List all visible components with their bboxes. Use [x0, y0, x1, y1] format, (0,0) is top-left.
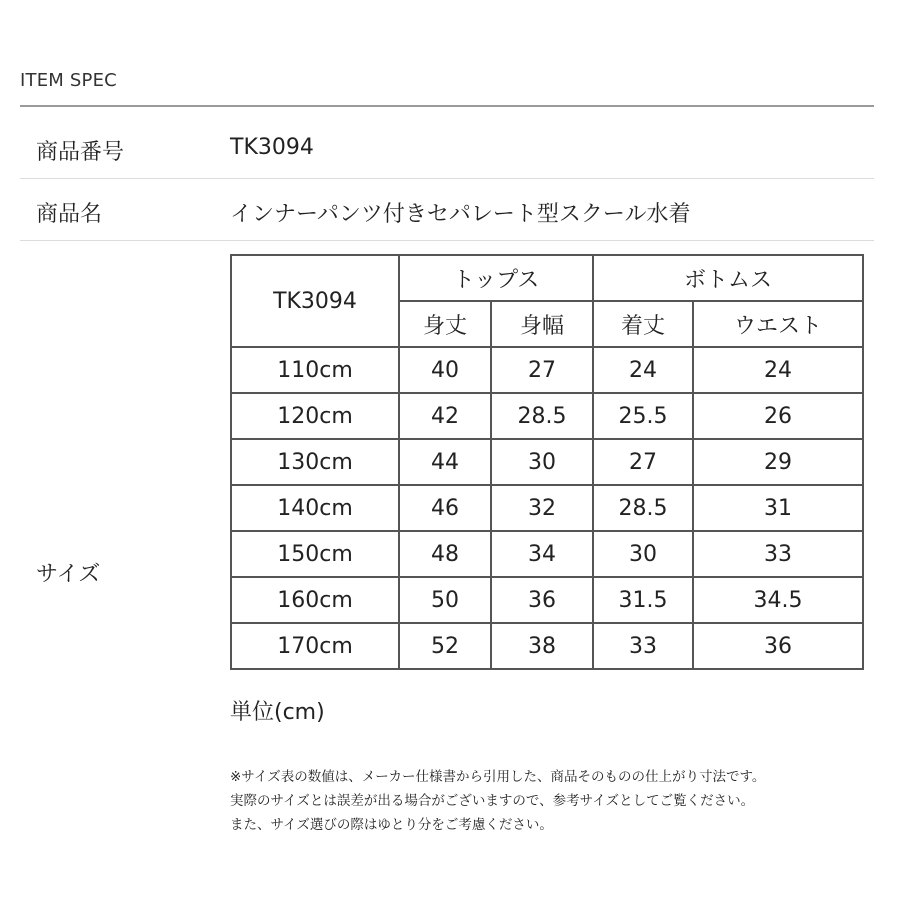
measure-cell: 34.5 [693, 577, 863, 623]
column-header: 着丈 [593, 301, 693, 347]
measure-cell: 44 [399, 439, 491, 485]
size-cell: 170cm [231, 623, 399, 669]
product-code-label: 商品番号 [36, 140, 125, 165]
header-bottoms: ボトムス [593, 255, 863, 301]
table-row [231, 393, 863, 439]
section-divider [20, 105, 874, 107]
size-table-corner: TK3094 [231, 255, 399, 347]
note-line: また、サイズ選びの際はゆとり分をご考慮ください。 [230, 817, 553, 833]
measure-cell: 33 [693, 531, 863, 577]
measure-cell: 40 [399, 347, 491, 393]
measure-cell: 26 [693, 393, 863, 439]
measure-cell: 30 [491, 439, 593, 485]
measure-cell: 31.5 [593, 577, 693, 623]
measure-cell: 30 [593, 531, 693, 577]
row-divider [20, 240, 874, 241]
table-row [231, 439, 863, 485]
column-header: 身丈 [399, 301, 491, 347]
measure-cell: 27 [593, 439, 693, 485]
section-title: ITEM SPEC [20, 70, 117, 91]
header-tops: トップス [399, 255, 593, 301]
measure-cell: 33 [593, 623, 693, 669]
size-cell: 130cm [231, 439, 399, 485]
measure-cell: 24 [593, 347, 693, 393]
measure-cell: 28.5 [593, 485, 693, 531]
unit-label: 単位(cm) [230, 700, 325, 725]
table-row [231, 485, 863, 531]
table-row [231, 347, 863, 393]
measure-cell: 36 [693, 623, 863, 669]
note-line: ※サイズ表の数値は、メーカー仕様書から引用した、商品そのものの仕上がり寸法です。 [230, 769, 766, 785]
size-cell: 150cm [231, 531, 399, 577]
measure-cell: 27 [491, 347, 593, 393]
size-table [230, 254, 864, 670]
measure-cell: 34 [491, 531, 593, 577]
size-cell: 140cm [231, 485, 399, 531]
product-code-value: TK3094 [230, 135, 314, 160]
size-cell: 120cm [231, 393, 399, 439]
measure-cell: 31 [693, 485, 863, 531]
measure-cell: 42 [399, 393, 491, 439]
column-header: ウエスト [693, 301, 863, 347]
measure-cell: 24 [693, 347, 863, 393]
table-row [231, 577, 863, 623]
column-header: 身幅 [491, 301, 593, 347]
table-row [231, 531, 863, 577]
measure-cell: 46 [399, 485, 491, 531]
note-line: 実際のサイズとは誤差が出る場合がございますので、参考サイズとしてご覧ください。 [230, 793, 755, 809]
row-divider [20, 178, 874, 179]
measure-cell: 28.5 [491, 393, 593, 439]
measure-cell: 38 [491, 623, 593, 669]
product-name-label: 商品名 [36, 202, 103, 227]
measure-cell: 52 [399, 623, 491, 669]
measure-cell: 25.5 [593, 393, 693, 439]
table-row [231, 623, 863, 669]
measure-cell: 32 [491, 485, 593, 531]
size-label: サイズ [36, 562, 101, 587]
product-name-value: インナーパンツ付きセパレート型スクール水着 [230, 202, 691, 227]
measure-cell: 36 [491, 577, 593, 623]
size-cell: 110cm [231, 347, 399, 393]
measure-cell: 48 [399, 531, 491, 577]
measure-cell: 29 [693, 439, 863, 485]
size-cell: 160cm [231, 577, 399, 623]
measure-cell: 50 [399, 577, 491, 623]
